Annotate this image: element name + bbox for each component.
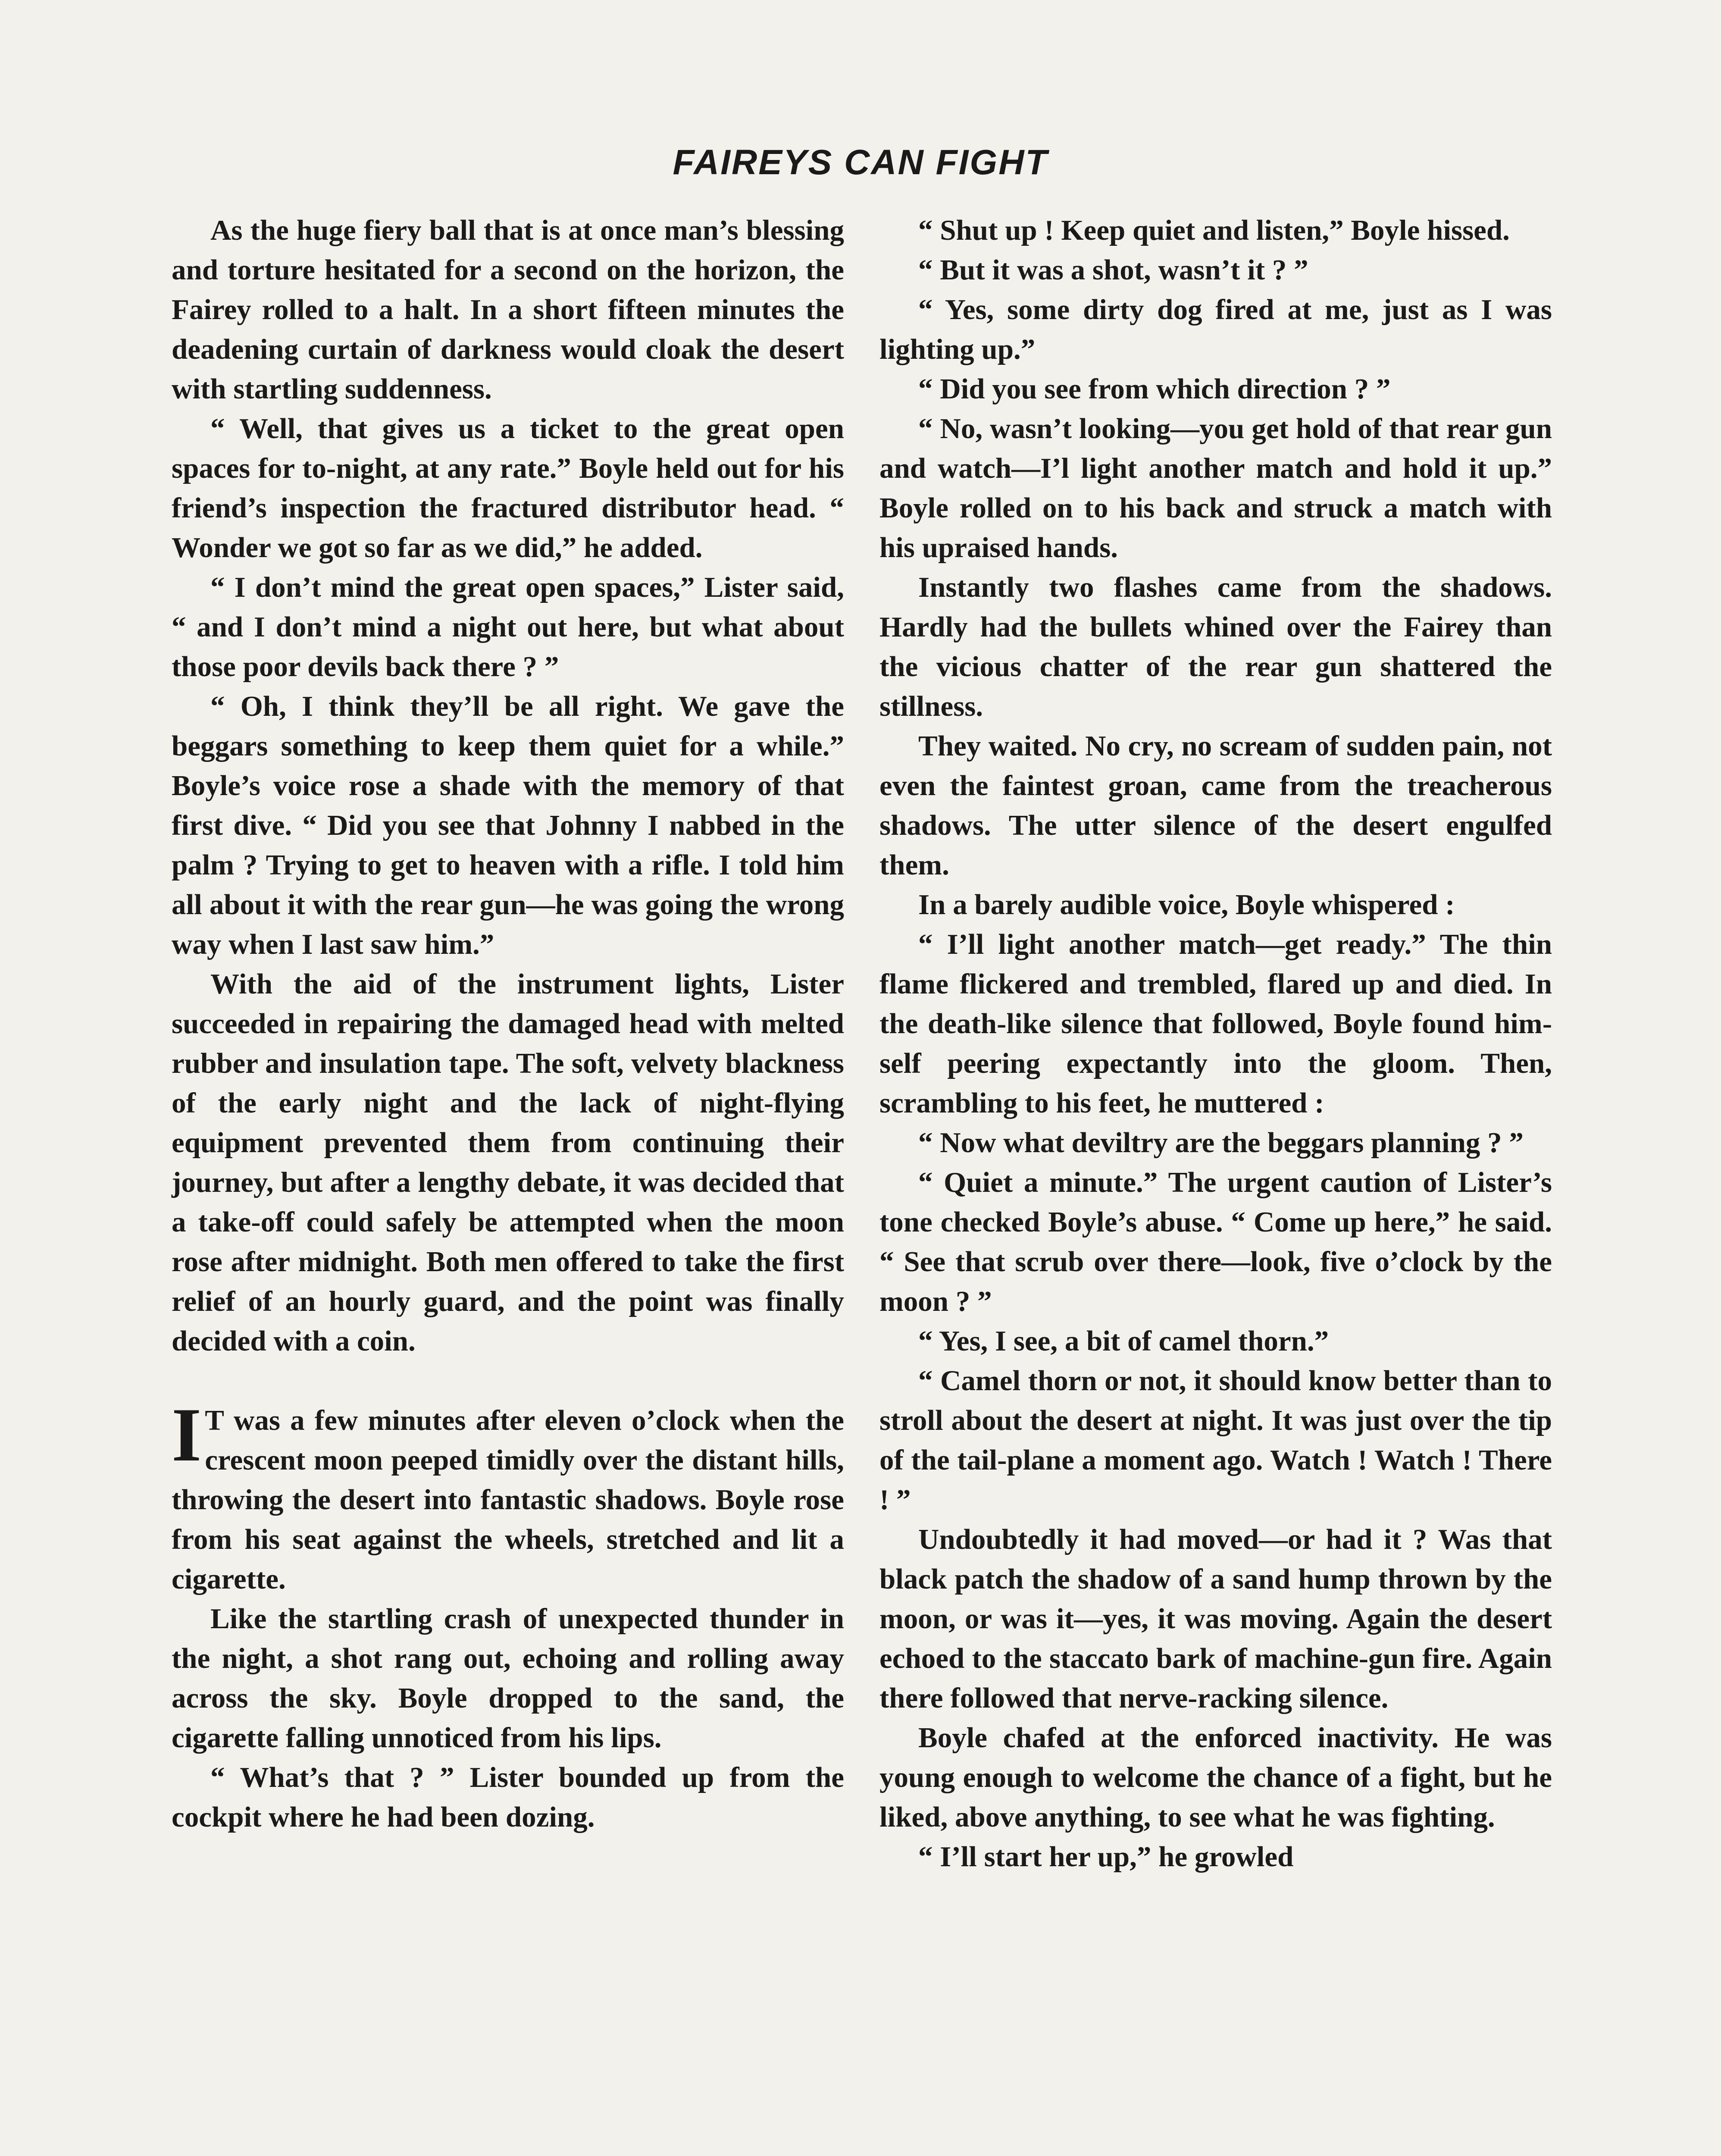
- paragraph: “ But it was a shot, wasn’t it ? ”: [918, 254, 1308, 286]
- paragraph: “ Oh, I think they’ll be all right. We gave the beggars something to keep them quiet for a while.” Boyle’s voice rose a shade with the memory of that first dive. “ Did you see that Johnny I nabbed in the palm ? Trying to get to heaven with a rifle. I told him all about it with the rear gun—he was going the wrong way when I last saw him.”: [172, 690, 844, 960]
- left-column: [172, 210, 844, 1837]
- right-column: [879, 210, 1552, 1877]
- section-opening-text: T was a few minutes after eleven o’clock when the crescent moon peeped timidly over the distant hills, throwing the desert into fantastic shadows. Boyle rose from his seat against the wheels, stretched and lit a cigarette.: [172, 1404, 844, 1595]
- paragraph: “ I’ll start her up,” he growled: [918, 1841, 1294, 1873]
- paragraph: “ Now what deviltry are the beggars planning ? ”: [918, 1127, 1524, 1159]
- section-opening-paragraph: [172, 1392, 844, 1599]
- paragraph: They waited. No cry, no scream of sudden pain, not even the faintest groan, came from the treacherous shadows. The utter silence of the desert engulfed them.: [879, 730, 1552, 881]
- paragraph: With the aid of the instrument lights, Lister succeeded in repairing the damaged head with melted rubber and insulation tape. The soft, velvety blackness of the early night and the lack of night-flying equipment prevented them from continuing their journey, but after a lengthy debate, it was decided that a take-off could safely be attempted when the moon rose after midnight. Both men offered to take the first relief of an hourly guard, and the point was finally decided with a coin.: [172, 968, 844, 1357]
- paragraph: “ Quiet a minute.” The urgent caution of Lister’s tone checked Boyle’s abuse. “ Come up here,” he said. “ See that scrub over there—look, five o’clock by the moon ? ”: [879, 1166, 1552, 1317]
- paragraph: “ Yes, I see, a bit of camel thorn.”: [918, 1325, 1329, 1357]
- paragraph: “ What’s that ? ” Lister bounded up from the cockpit where he had been dozing.: [172, 1761, 844, 1833]
- paragraph: “ Yes, some dirty dog fired at me, just as I was lighting up.”: [879, 294, 1552, 365]
- paragraph: Undoubtedly it had moved—or had it ? Was that black patch the shadow of a sand hump thrown by the moon, or was it—yes, it was moving. Again the desert echoed to the staccato bark of machine-gun fire. Again there followed that nerve-racking silence.: [879, 1523, 1552, 1714]
- paragraph: Instantly two flashes came from the shadows. Hardly had the bullets whined over the Fairey than the vicious chatter of the rear gun shattered the stillness.: [879, 571, 1552, 722]
- paragraph: “ Camel thorn or not, it should know better than to stroll about the desert at night. It was just over the tip of the tail-plane a moment ago. Watch ! Watch ! There ! ”: [879, 1365, 1552, 1516]
- drop-cap: I: [172, 1392, 202, 1477]
- paragraph: Like the startling crash of unexpected thunder in the night, a shot rang out, echoing and rolling away across the sky. Boyle dropped to the sand, the cigarette falling unnoticed from his lips.: [172, 1603, 844, 1754]
- paragraph: “ Shut up ! Keep quiet and listen,” Boyle hissed.: [918, 214, 1510, 246]
- paragraph: “ I don’t mind the great open spaces,” Lister said, “ and I don’t mind a night out here, but what about those poor devils back there ? ”: [172, 571, 844, 683]
- paragraph: “ Well, that gives us a ticket to the great open spaces for to-night, at any rate.” Boyle held out for his friend’s inspection the fractured distributor head. “ Wonder we got so far as we did,” he added.: [172, 413, 844, 564]
- paragraph: “ No, wasn’t looking—you get hold of that rear gun and watch—I’l light another match and hold it up.” Boyle rolled on to his back and struck a match with his upraised hands.: [879, 413, 1552, 564]
- page-title: FAIREYS CAN FIGHT: [673, 143, 1048, 182]
- paragraph: “ Did you see from which direction ? ”: [918, 373, 1391, 405]
- paragraph: In a barely audible voice, Boyle whispered :: [918, 889, 1455, 921]
- paragraph: Boyle chafed at the enforced inactivity. He was young enough to welcome the chance of a fight, but he liked, above anything, to see what he was fighting.: [879, 1722, 1552, 1833]
- paragraph: “ I’ll light another match—get ready.” The thin flame flickered and trembled, flared up and died. In the death-like silence that followed, Boyle found himself peering expectantly into the gloom. Then, scrambling to his feet, he muttered :: [879, 928, 1552, 1119]
- paragraph: As the huge fiery ball that is at once man’s blessing and torture hesitated for a second on the horizon, the Fairey rolled to a halt. In a short fifteen minutes the deadening curtain of darkness would cloak the desert with startling suddenness.: [172, 214, 844, 405]
